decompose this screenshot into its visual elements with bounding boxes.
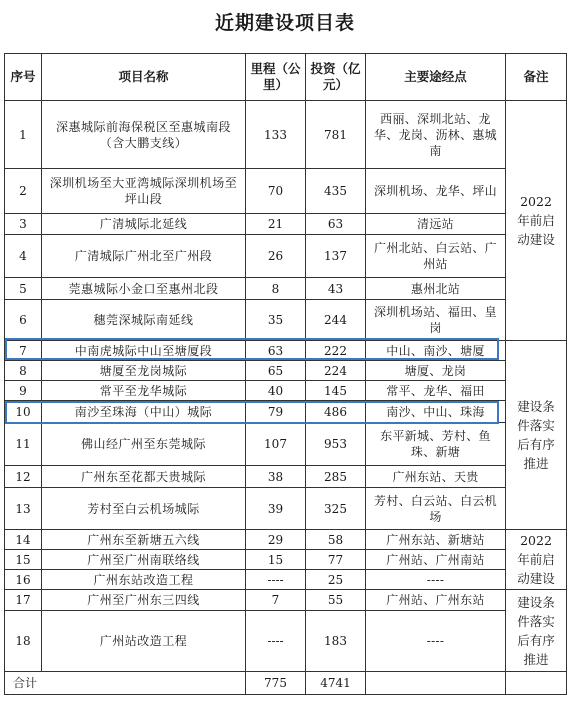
table-row xyxy=(5,361,567,381)
table-row xyxy=(5,101,567,169)
via-points: 深圳机场站、福田、皇岗 xyxy=(366,300,506,341)
via-points: 清远站 xyxy=(366,214,506,235)
header-note: 备注 xyxy=(506,54,567,101)
mileage-value: 38 xyxy=(246,466,306,488)
project-name: 深圳机场至大亚湾城际深圳机场至坪山段 xyxy=(42,169,246,214)
table-row xyxy=(5,214,567,235)
table-row xyxy=(5,550,567,570)
project-name: 广州东站改造工程 xyxy=(42,570,246,590)
investment-value: 183 xyxy=(306,611,366,672)
row-no: 4 xyxy=(5,235,42,278)
table-row xyxy=(5,488,567,530)
row-no: 14 xyxy=(5,530,42,550)
row-no: 18 xyxy=(5,611,42,672)
project-table xyxy=(4,53,567,695)
total-note-empty xyxy=(506,672,567,695)
mileage-value: 63 xyxy=(246,341,306,361)
mileage-value: 79 xyxy=(246,401,306,423)
note-cell: 建设条件落实后有序推进 xyxy=(506,341,567,530)
table-row xyxy=(5,570,567,590)
via-points: ---- xyxy=(366,611,506,672)
investment-value: 43 xyxy=(306,278,366,300)
row-no: 11 xyxy=(5,423,42,466)
via-points: 广州站、广州东站 xyxy=(366,590,506,611)
via-points: 广州北站、白云站、广州站 xyxy=(366,235,506,278)
total-via-empty xyxy=(366,672,506,695)
row-no: 17 xyxy=(5,590,42,611)
row-no: 13 xyxy=(5,488,42,530)
table-row xyxy=(5,530,567,550)
project-name: 广州东至新塘五六线 xyxy=(42,530,246,550)
project-name: 广清城际广州北至广州段 xyxy=(42,235,246,278)
total-label: 合计 xyxy=(5,672,246,695)
mileage-value: ---- xyxy=(246,611,306,672)
mileage-value: 26 xyxy=(246,235,306,278)
project-name: 穗莞深城际南延线 xyxy=(42,300,246,341)
investment-value: 486 xyxy=(306,401,366,423)
row-no: 12 xyxy=(5,466,42,488)
investment-value: 285 xyxy=(306,466,366,488)
table-row xyxy=(5,401,567,423)
row-no: 7 xyxy=(5,341,42,361)
mileage-value: 65 xyxy=(246,361,306,381)
investment-value: 137 xyxy=(306,235,366,278)
table-row xyxy=(5,278,567,300)
header-mileage: 里程（公里） xyxy=(246,54,306,101)
via-points: 南沙、中山、珠海 xyxy=(366,401,506,423)
total-investment: 4741 xyxy=(306,672,366,695)
row-no: 5 xyxy=(5,278,42,300)
row-no: 6 xyxy=(5,300,42,341)
table-row xyxy=(5,300,567,341)
table-row xyxy=(5,423,567,466)
table-row xyxy=(5,381,567,401)
mileage-value: ---- xyxy=(246,570,306,590)
table-row xyxy=(5,169,567,214)
table-title: 近期建设项目表 xyxy=(214,12,355,34)
via-points: 西丽、深圳北站、龙华、龙岗、沥林、惠城南 xyxy=(366,101,506,169)
row-no: 10 xyxy=(5,401,42,423)
investment-value: 58 xyxy=(306,530,366,550)
mileage-value: 29 xyxy=(246,530,306,550)
total-mileage: 775 xyxy=(246,672,306,695)
investment-value: 244 xyxy=(306,300,366,341)
header-via: 主要途经点 xyxy=(366,54,506,101)
via-points: 广州东站、新塘站 xyxy=(366,530,506,550)
table-row xyxy=(5,466,567,488)
mileage-value: 107 xyxy=(246,423,306,466)
investment-value: 325 xyxy=(306,488,366,530)
mileage-value: 8 xyxy=(246,278,306,300)
mileage-value: 40 xyxy=(246,381,306,401)
row-no: 3 xyxy=(5,214,42,235)
project-name: 南沙至珠海（中山）城际 xyxy=(42,401,246,423)
header-no: 序号 xyxy=(5,54,42,101)
note-cell: 2022年前启动建设 xyxy=(506,101,567,341)
via-points: 塘厦、龙岗 xyxy=(366,361,506,381)
project-name: 广清城际北延线 xyxy=(42,214,246,235)
via-points: 中山、南沙、塘厦 xyxy=(366,341,506,361)
investment-value: 63 xyxy=(306,214,366,235)
header-investment: 投资（亿元） xyxy=(306,54,366,101)
project-name: 莞惠城际小金口至惠州北段 xyxy=(42,278,246,300)
investment-value: 77 xyxy=(306,550,366,570)
via-points: 广州东站、天贵 xyxy=(366,466,506,488)
table-row xyxy=(5,235,567,278)
investment-value: 145 xyxy=(306,381,366,401)
project-name: 中南虎城际中山至塘厦段 xyxy=(42,341,246,361)
total-row xyxy=(5,672,567,695)
project-name: 广州至广州东三四线 xyxy=(42,590,246,611)
via-points: 东平新城、芳村、鱼珠、新塘 xyxy=(366,423,506,466)
mileage-value: 35 xyxy=(246,300,306,341)
project-name: 广州站改造工程 xyxy=(42,611,246,672)
mileage-value: 39 xyxy=(246,488,306,530)
table-row xyxy=(5,611,567,672)
via-points: 广州站、广州南站 xyxy=(366,550,506,570)
project-name: 广州至广州南联络线 xyxy=(42,550,246,570)
row-no: 2 xyxy=(5,169,42,214)
row-no: 9 xyxy=(5,381,42,401)
table-row xyxy=(5,341,567,361)
project-name: 芳村至白云机场城际 xyxy=(42,488,246,530)
note-cell: 建设条件落实后有序推进 xyxy=(506,590,567,672)
via-points: 常平、龙华、福田 xyxy=(366,381,506,401)
investment-value: 781 xyxy=(306,101,366,169)
table-row xyxy=(5,590,567,611)
header-row xyxy=(5,54,567,101)
row-no: 1 xyxy=(5,101,42,169)
mileage-value: 15 xyxy=(246,550,306,570)
via-points: 芳村、白云站、白云机场 xyxy=(366,488,506,530)
via-points: 惠州北站 xyxy=(366,278,506,300)
header-name: 项目名称 xyxy=(42,54,246,101)
investment-value: 25 xyxy=(306,570,366,590)
investment-value: 953 xyxy=(306,423,366,466)
mileage-value: 70 xyxy=(246,169,306,214)
mileage-value: 21 xyxy=(246,214,306,235)
investment-value: 224 xyxy=(306,361,366,381)
project-name: 广州东至花都天贵城际 xyxy=(42,466,246,488)
investment-value: 435 xyxy=(306,169,366,214)
via-points: 深圳机场、龙华、坪山 xyxy=(366,169,506,214)
project-name: 佛山经广州至东莞城际 xyxy=(42,423,246,466)
via-points: ---- xyxy=(366,570,506,590)
mileage-value: 133 xyxy=(246,101,306,169)
row-no: 15 xyxy=(5,550,42,570)
project-name: 深惠城际前海保税区至惠城南段（含大鹏支线） xyxy=(42,101,246,169)
mileage-value: 7 xyxy=(246,590,306,611)
row-no: 8 xyxy=(5,361,42,381)
project-name: 常平至龙华城际 xyxy=(42,381,246,401)
note-cell: 2022年前启动建设 xyxy=(506,530,567,590)
investment-value: 55 xyxy=(306,590,366,611)
row-no: 16 xyxy=(5,570,42,590)
investment-value: 222 xyxy=(306,341,366,361)
project-name: 塘厦至龙岗城际 xyxy=(42,361,246,381)
